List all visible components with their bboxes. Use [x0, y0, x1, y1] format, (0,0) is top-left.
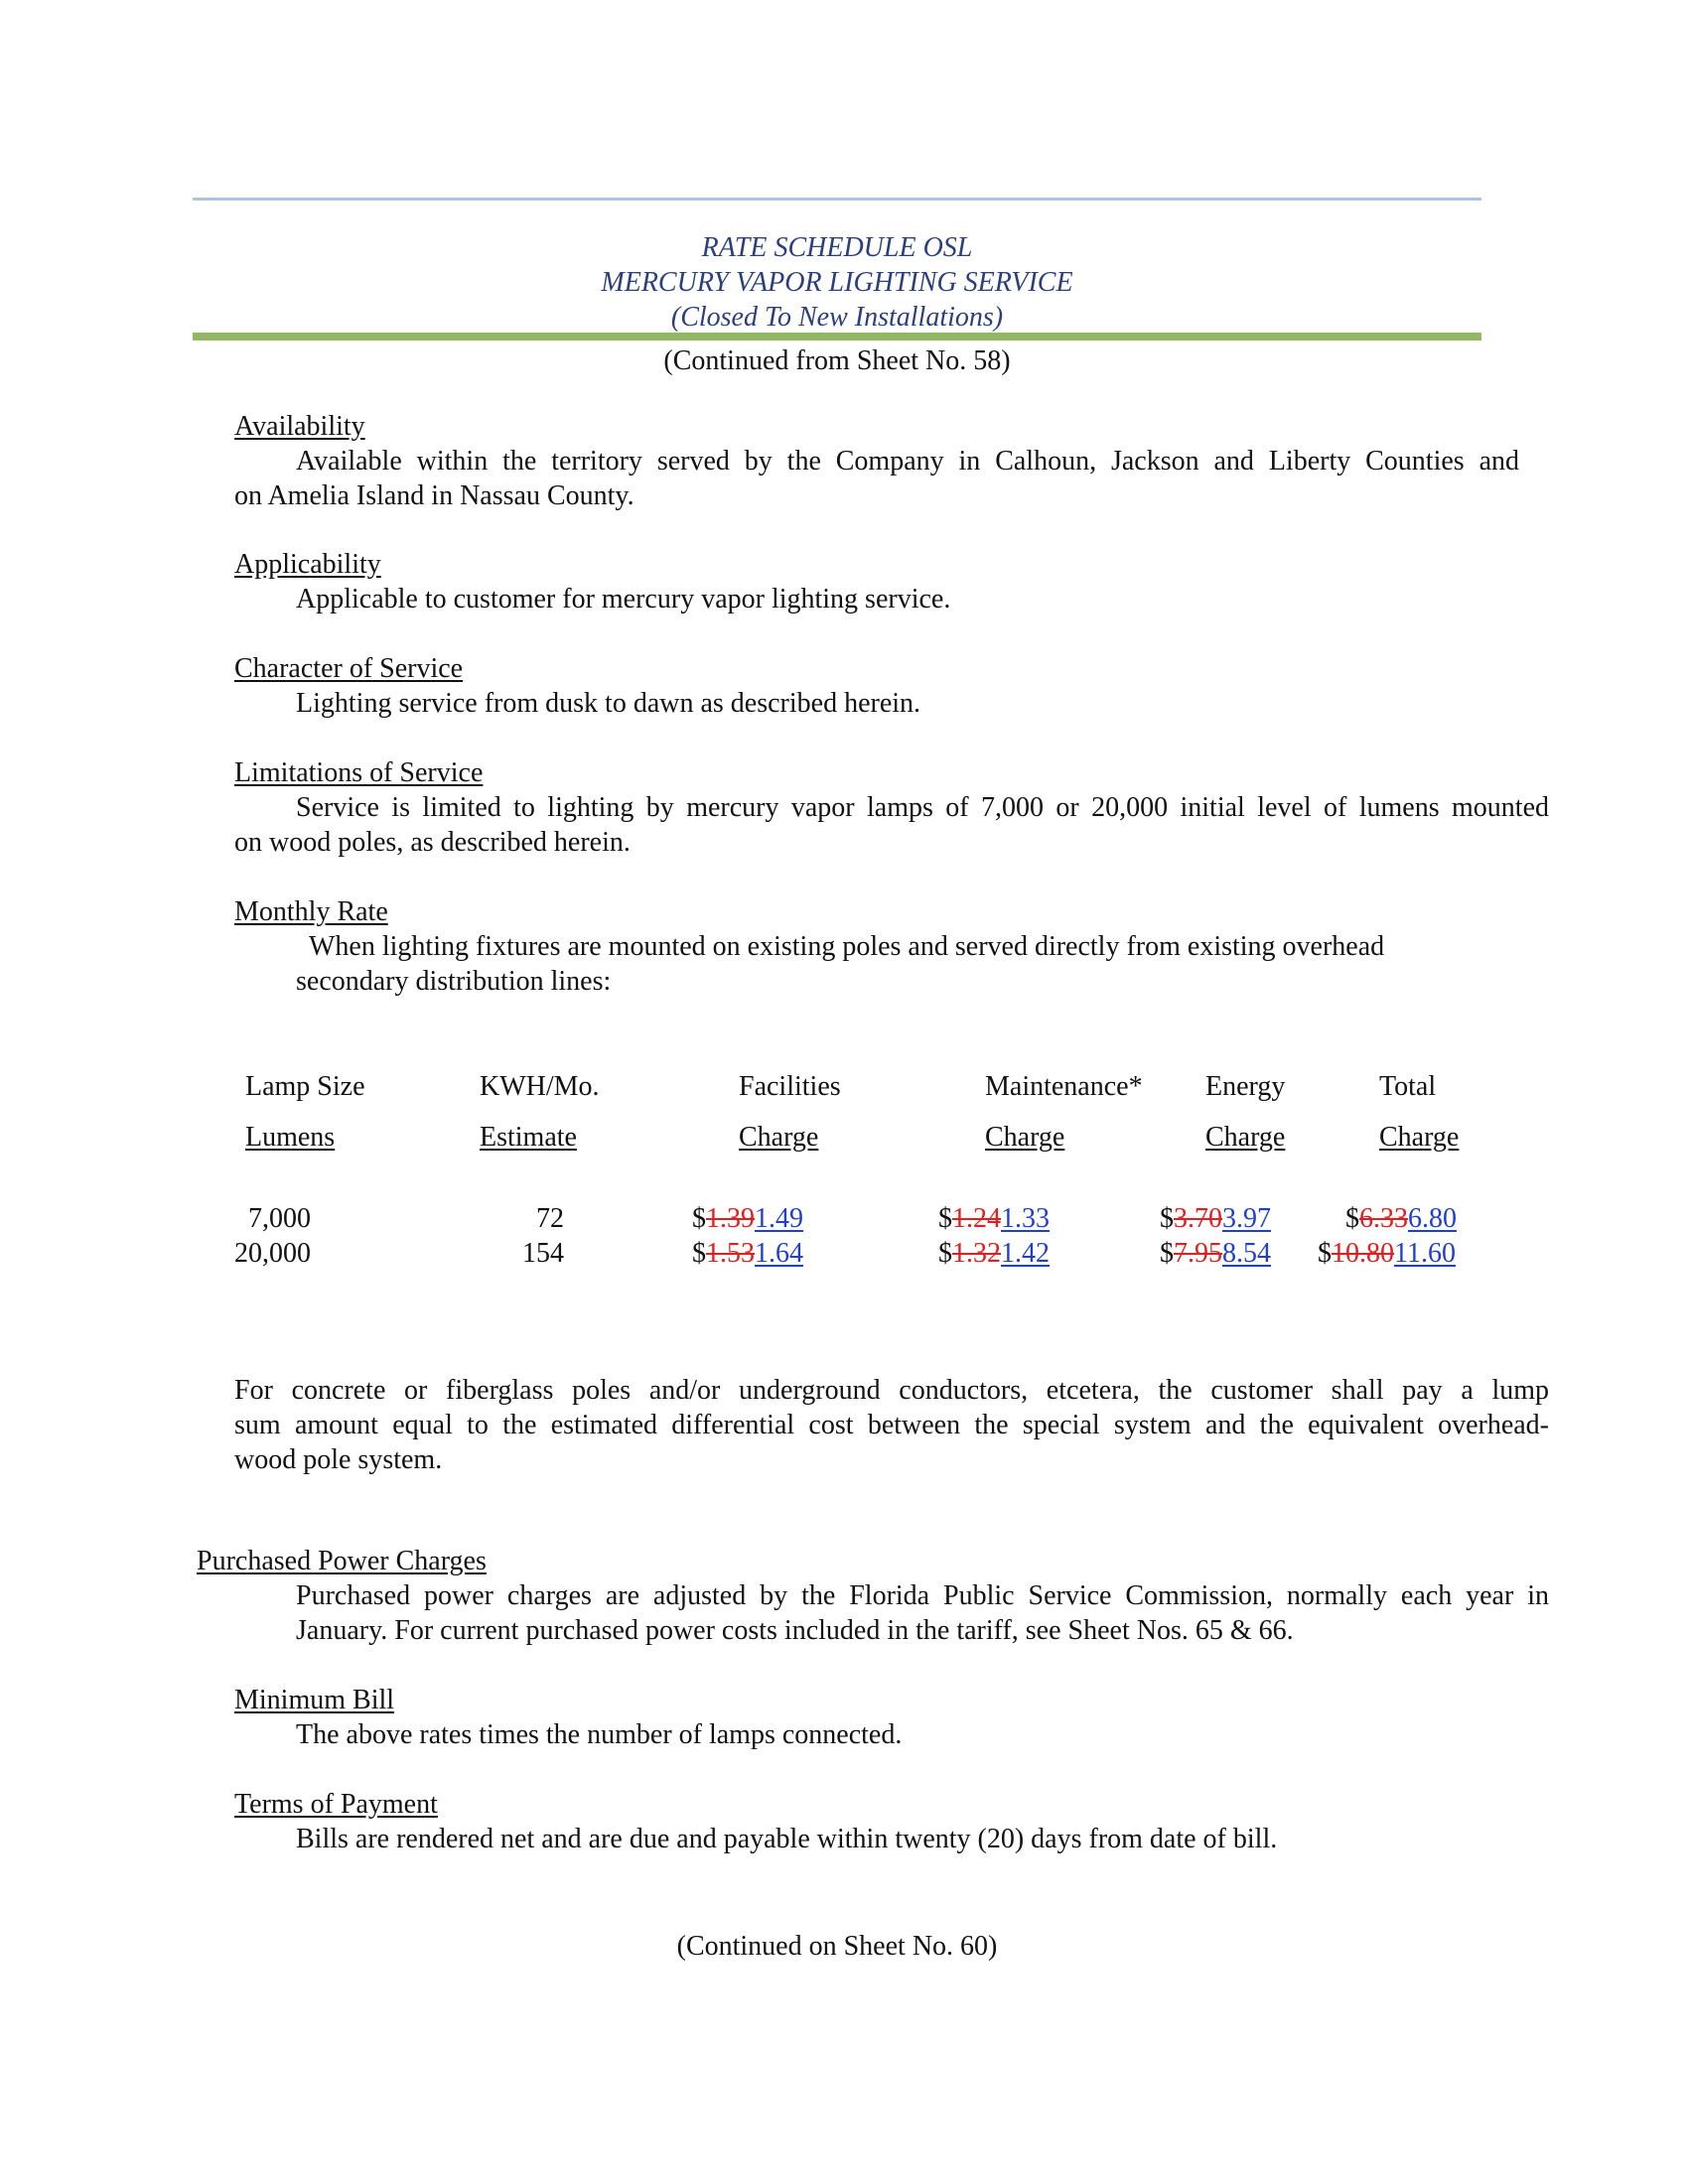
new-rate: 1.64: [755, 1238, 803, 1269]
col-subheader-lumens: Lumens: [245, 1122, 336, 1153]
new-rate: 8.54: [1222, 1238, 1271, 1269]
table-row-kwh: 154: [522, 1238, 564, 1269]
character-text: Lighting service from dusk to dawn as described herein.: [296, 688, 921, 719]
monthly-rate-text-line1: When lighting fixtures are mounted on existing poles and served directly from existing overhead: [309, 931, 1385, 962]
maintenance-charge: [938, 1236, 1050, 1271]
limitations-text-line2: on wood poles, as described herein.: [234, 827, 631, 858]
energy-charge: [1160, 1236, 1271, 1271]
dollar-sign: $: [1160, 1238, 1174, 1269]
old-rate: 6.33: [1359, 1203, 1408, 1234]
concrete-note-line3: wood pole system.: [234, 1444, 443, 1475]
dollar-sign: $: [692, 1238, 706, 1269]
terms-heading: Terms of Payment: [234, 1789, 438, 1820]
col-header-kwh: KWH/Mo.: [480, 1071, 600, 1102]
purchased-power-text-line1: Purchased power charges are adjusted by the Florida Public Service Commission, normally each year in: [296, 1580, 1549, 1611]
old-rate: 1.32: [952, 1238, 1001, 1269]
dollar-sign: $: [1160, 1203, 1174, 1234]
new-rate: 1.42: [1001, 1238, 1050, 1269]
old-rate: 1.53: [706, 1238, 755, 1269]
availability-text-line2: on Amelia Island in Nassau County.: [234, 480, 634, 511]
dollar-sign: $: [1318, 1238, 1332, 1269]
col-subheader-total-charge: Charge: [1379, 1122, 1460, 1153]
dollar-sign: $: [938, 1203, 952, 1234]
col-subheader-estimate: Estimate: [480, 1122, 577, 1153]
total-charge: [1345, 1201, 1457, 1236]
facilities-charge: [692, 1236, 803, 1271]
service-title: MERCURY VAPOR LIGHTING SERVICE: [601, 267, 1073, 298]
dollar-sign: $: [692, 1203, 706, 1234]
table-row-lumens: 7,000: [248, 1203, 311, 1234]
purchased-power-heading: Purchased Power Charges: [197, 1546, 487, 1576]
applicability-heading: Applicability: [234, 549, 381, 580]
new-rate: 3.97: [1222, 1203, 1271, 1234]
col-header-maintenance: Maintenance*: [985, 1071, 1143, 1102]
col-header-energy: Energy: [1205, 1071, 1286, 1102]
availability-text-line1: Available within the territory served by the Company in Calhoun, Jackson and Liberty Counties and: [296, 446, 1519, 477]
minimum-bill-heading: Minimum Bill: [234, 1685, 395, 1715]
old-rate: 7.95: [1174, 1238, 1222, 1269]
rate-schedule-title: RATE SCHEDULE OSL: [701, 232, 973, 263]
col-subheader-maintenance-charge: Charge: [985, 1122, 1065, 1153]
top-rule: [193, 198, 1481, 201]
character-heading: Character of Service: [234, 653, 464, 684]
closed-note: (Closed To New Installations): [670, 302, 1004, 333]
concrete-note-line2: sum amount equal to the estimated differential cost between the special system and the equivalent overhead-: [234, 1410, 1549, 1440]
col-header-facilities: Facilities: [739, 1071, 841, 1102]
continued-from: (Continued from Sheet No. 58): [663, 345, 1011, 376]
col-subheader-facilities-charge: Charge: [739, 1122, 819, 1153]
total-charge: [1318, 1236, 1456, 1271]
new-rate: 11.60: [1394, 1238, 1456, 1269]
header-divider: [193, 333, 1481, 341]
dollar-sign: $: [1345, 1203, 1359, 1234]
old-rate: 3.70: [1174, 1203, 1222, 1234]
old-rate: 1.39: [706, 1203, 755, 1234]
old-rate: 1.24: [952, 1203, 1001, 1234]
table-row-kwh: 72: [536, 1203, 564, 1234]
col-header-lamp-size: Lamp Size: [245, 1071, 365, 1102]
table-row-lumens: 20,000: [234, 1238, 311, 1269]
col-header-total: Total: [1379, 1071, 1437, 1102]
new-rate: 6.80: [1408, 1203, 1457, 1234]
old-rate: 10.80: [1332, 1238, 1394, 1269]
maintenance-charge: [938, 1201, 1050, 1236]
energy-charge: [1160, 1201, 1271, 1236]
limitations-heading: Limitations of Service: [234, 757, 484, 788]
limitations-text-line1: Service is limited to lighting by mercury vapor lamps of 7,000 or 20,000 initial level of lumens mounted: [296, 792, 1549, 823]
col-subheader-energy-charge: Charge: [1205, 1122, 1286, 1153]
monthly-rate-heading: Monthly Rate: [234, 896, 388, 927]
new-rate: 1.49: [755, 1203, 803, 1234]
monthly-rate-text-line2: secondary distribution lines:: [296, 966, 612, 997]
availability-heading: Availability: [234, 411, 365, 442]
dollar-sign: $: [938, 1238, 952, 1269]
applicability-text: Applicable to customer for mercury vapor lighting service.: [296, 584, 951, 614]
terms-text: Bills are rendered net and are due and payable within twenty (20) days from date of bill.: [296, 1824, 1278, 1854]
continued-on: (Continued on Sheet No. 60): [676, 1931, 998, 1962]
purchased-power-text-line2: January. For current purchased power costs included in the tariff, see Sheet Nos. 65 & 66.: [296, 1615, 1294, 1646]
minimum-bill-text: The above rates times the number of lamps connected.: [296, 1719, 903, 1750]
new-rate: 1.33: [1001, 1203, 1050, 1234]
concrete-note-line1: For concrete or fiberglass poles and/or underground conductors, etcetera, the customer shall pay a lump: [234, 1375, 1549, 1406]
facilities-charge: [692, 1201, 803, 1236]
